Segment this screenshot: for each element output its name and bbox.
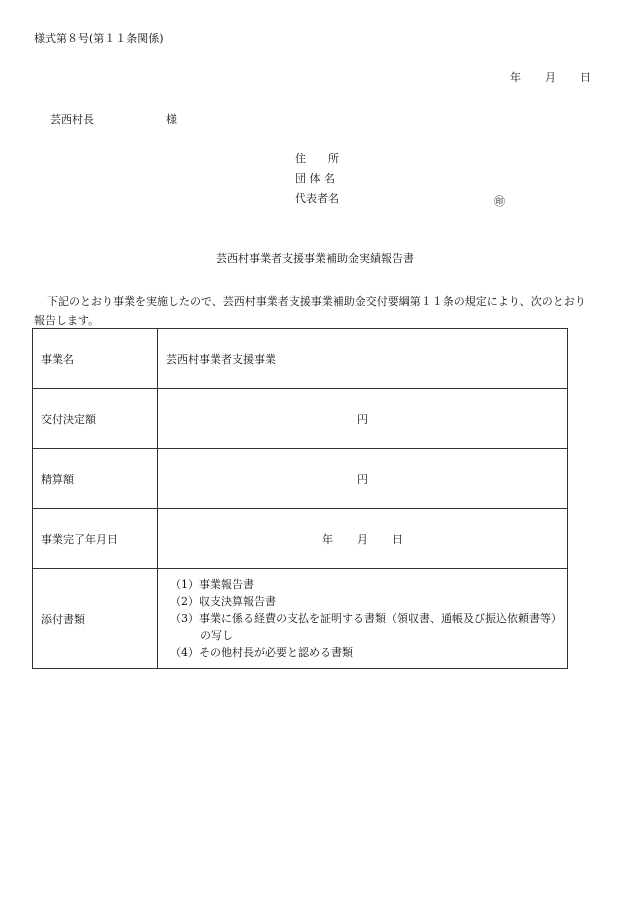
completion-month: 月 — [357, 532, 368, 546]
attachment-item: （1）事業報告書 — [170, 578, 254, 591]
organization-label: 団 体 名 — [295, 172, 335, 185]
seal-mark: ㊞ — [494, 195, 505, 208]
attachment-item: （3）事業に係る経費の支払を証明する書類（領収書、通帳及び振込依頼書等） — [170, 612, 562, 625]
completion-date-value — [158, 509, 568, 569]
row-project-name — [33, 329, 568, 389]
representative-label: 代表者名 — [295, 192, 339, 205]
attachments-label: 添付書類 — [33, 569, 158, 669]
addressee-name: 芸西村長 — [50, 113, 94, 126]
project-name-value: 芸西村事業者支援事業 — [158, 329, 568, 389]
settlement-unit: 円 — [158, 449, 568, 509]
date-month: 月 — [545, 71, 556, 84]
attachments-value — [158, 569, 568, 669]
date-year: 年 — [510, 71, 521, 84]
grant-decision-unit: 円 — [158, 389, 568, 449]
row-grant-decision — [33, 389, 568, 449]
applicant-block — [295, 153, 355, 213]
report-table — [32, 328, 568, 669]
attachment-item: （4）その他村長が必要と認める書類 — [170, 646, 353, 659]
date-day: 日 — [580, 71, 591, 84]
completion-day: 日 — [392, 532, 403, 546]
attachment-item-continuation: の写し — [200, 629, 233, 642]
document-title: 芸西村事業者支援事業補助金実績報告書 — [216, 252, 414, 265]
addressee — [50, 114, 177, 125]
project-name-label: 事業名 — [33, 329, 158, 389]
row-completion-date — [33, 509, 568, 569]
completion-label: 事業完了年月日 — [33, 509, 158, 569]
row-attachments — [33, 569, 568, 669]
row-settlement — [33, 449, 568, 509]
addressee-honorific: 様 — [166, 113, 177, 126]
completion-year: 年 — [322, 532, 333, 546]
attachment-item: （2）収支決算報告書 — [170, 595, 276, 608]
address-label: 住 所 — [295, 152, 339, 165]
date-line — [510, 72, 591, 83]
form-number: 様式第８号(第１１条関係) — [34, 32, 164, 45]
settlement-label: 精算額 — [33, 449, 158, 509]
grant-decision-label: 交付決定額 — [33, 389, 158, 449]
intro-text: 下記のとおり事業を実施したので、芸西村事業者支援事業補助金交付要綱第１１条の規定により、次のとおり報告します。 — [34, 295, 586, 327]
